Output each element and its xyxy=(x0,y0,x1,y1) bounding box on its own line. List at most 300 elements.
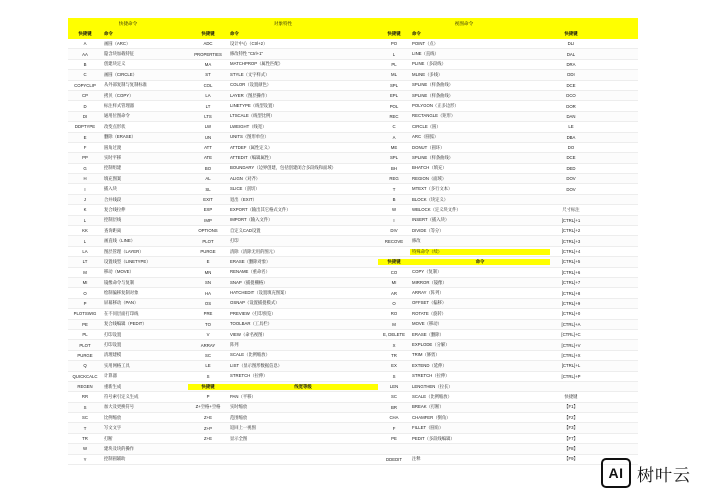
group-header-row xyxy=(68,18,638,29)
cell-n1: 重新生成 xyxy=(104,383,122,389)
cell-k2: EXP xyxy=(203,207,213,213)
cell-k4: 尺寸标注 xyxy=(562,206,580,212)
cell-k3: CHA xyxy=(389,415,399,421)
cell-n1: 删除（ERASE） xyxy=(104,134,136,140)
cell-k4: DAN xyxy=(566,113,576,119)
cell-n1: 控制组建 xyxy=(104,165,122,171)
table-row xyxy=(68,392,638,402)
cell-k4: DCE xyxy=(566,82,576,88)
cell-n2: PAN（平移） xyxy=(230,393,256,399)
table-row xyxy=(68,444,638,454)
cell-k2: SL xyxy=(205,186,211,192)
cell-n2: 设计中心（Ctrl+2） xyxy=(230,40,268,46)
cell-k1: PP xyxy=(82,155,88,161)
cell-n2: LAYER（图层操作） xyxy=(230,92,270,98)
cell-k1: PE xyxy=(82,321,88,327)
cell-k3: REG xyxy=(389,176,399,182)
cell-k1: I xyxy=(84,186,86,192)
cell-n1: 创建块定义 xyxy=(104,61,126,67)
cell-k1: L xyxy=(83,217,87,223)
cell-n1: 控制圆辅助 xyxy=(104,456,126,462)
cell-n3: EXPLODE（分解） xyxy=(412,342,450,348)
cell-k3: I xyxy=(393,217,395,223)
cell-k3: DIV xyxy=(390,228,398,234)
cell-k4: DED xyxy=(566,165,576,171)
cell-k2: Z+P xyxy=(204,425,212,431)
cell-k1: COPYCLIP xyxy=(74,82,96,88)
watermark-text: 树叶云 xyxy=(637,465,691,485)
cell-k2: COL xyxy=(203,82,213,88)
cell-k3: POL xyxy=(389,103,399,109)
cell-k1: Y xyxy=(83,456,87,462)
cell-k3: O xyxy=(392,300,396,306)
cell-n2: ERASE（删除对象） xyxy=(230,258,271,264)
cell-k1: PL xyxy=(82,332,88,338)
cell-k2: SC xyxy=(205,352,211,358)
cell-n1: 打断 xyxy=(104,435,113,441)
cell-n3: REGION（面域） xyxy=(412,175,447,181)
cell-k4: [CTRL]+7 xyxy=(561,280,581,286)
cell-n3: DONUT（圆环） xyxy=(412,144,445,150)
cell-n3: DIVIDE（等分） xyxy=(412,227,444,233)
table-row xyxy=(68,174,638,184)
cell-k2: OPTIONS xyxy=(198,228,218,234)
cell-n1: 复合线编辑（PEDIT） xyxy=(104,321,147,327)
cell-k1: T xyxy=(83,425,87,431)
col-header-cmd3: 命令 xyxy=(412,31,421,36)
cell-n1: 圆角过渡 xyxy=(104,144,122,150)
cell-k4: [CTRL]+3 xyxy=(561,238,581,244)
cell-k4: 【F2】 xyxy=(564,414,578,420)
cell-k1: F xyxy=(83,145,87,151)
cell-k2: LTS xyxy=(204,113,212,119)
cell-k2: PLOT xyxy=(202,238,214,244)
table-row xyxy=(68,205,638,215)
cell-n1: 实时平移 xyxy=(104,154,122,160)
cell-n2: OSNAP（设置捕捉模式） xyxy=(230,300,280,306)
cell-n2: 阵列 xyxy=(230,342,239,348)
cell-n3: 命令 xyxy=(410,259,550,265)
cell-k1: S xyxy=(83,404,87,410)
cell-k1: C xyxy=(83,72,87,78)
cell-k2: PRE xyxy=(203,311,213,317)
cell-k2: ST xyxy=(205,72,211,78)
table-row xyxy=(68,299,638,309)
cell-n2: 范围缩放 xyxy=(230,414,248,420)
cell-n1: 图层管理（LAYER） xyxy=(104,248,144,254)
table-row xyxy=(68,164,638,174)
cell-k1: KK xyxy=(82,228,88,234)
cell-k4: [CTRL]+2 xyxy=(561,228,581,234)
cell-k3: DDEDIT xyxy=(386,456,402,462)
cell-n2: COLOR（设置颜色） xyxy=(230,82,272,88)
cell-n1: 画直线（LINE） xyxy=(104,238,136,244)
cell-k2: Z+E xyxy=(204,415,212,421)
table-row xyxy=(68,81,638,91)
cell-n3: 注释 xyxy=(412,456,421,462)
cell-n3: 特殊命令（续） xyxy=(410,249,550,255)
cell-n1: 打印设置 xyxy=(104,342,122,348)
cell-n3: ARC（圆弧） xyxy=(412,134,439,140)
cell-k4: DOV xyxy=(566,186,576,192)
cell-k1: B xyxy=(83,61,87,67)
cell-n1: 写文文字 xyxy=(104,425,122,431)
cell-k2: LT xyxy=(205,103,211,109)
col-header-key1: 快捷键 xyxy=(78,31,92,36)
cell-n1: 加大及更换符号 xyxy=(104,404,135,410)
cell-k2: BO xyxy=(204,165,212,171)
cell-k2: Z+E xyxy=(204,436,212,442)
cell-n3: TRIM（修剪） xyxy=(412,352,440,358)
cell-k3: EPL xyxy=(389,93,399,99)
cell-k4: [CTRL]+4 xyxy=(561,249,581,254)
cell-n1: 比例缩放 xyxy=(104,414,122,420)
cell-n1: 改变点形状 xyxy=(104,123,126,129)
cell-k3: E, DELETE xyxy=(383,332,405,338)
cell-n2: LINETYPE（线型设置） xyxy=(230,103,277,109)
cell-n1: 清理建模 xyxy=(104,352,122,358)
table-row xyxy=(68,184,638,194)
cell-n2: 线宽等级 xyxy=(228,384,378,390)
cell-k2: SN xyxy=(205,280,211,286)
cell-n3: OFFSET（偏移） xyxy=(412,300,447,306)
cell-k1: SC xyxy=(82,415,88,421)
table-row xyxy=(68,122,638,132)
cell-k3: PL xyxy=(391,61,397,67)
cell-n2: STYLE（文字样式） xyxy=(230,71,270,77)
table-row xyxy=(68,195,638,205)
cell-n1: 绘制偏移复制对象 xyxy=(104,290,139,296)
cell-k4: DAL xyxy=(566,51,576,57)
cell-n1: 实用网格工具 xyxy=(104,362,130,368)
cell-n3: FILLET（圆角） xyxy=(412,425,444,431)
col-header-key4: 快捷键 xyxy=(564,31,578,36)
cell-k4: [CTRL]+0 xyxy=(561,311,581,317)
cell-k4: DOR xyxy=(566,103,576,109)
cell-k3: S xyxy=(392,373,396,379)
cell-n1: 拷贝（COPY） xyxy=(104,92,134,98)
cell-k3: SPL xyxy=(389,155,399,161)
cell-k1: PLOT xyxy=(79,342,91,348)
cell-k2: LA xyxy=(205,93,211,99)
table-row xyxy=(68,351,638,361)
cell-k4: [CTRL]+V xyxy=(561,342,581,348)
cell-n1: 屏幕移动（PAN） xyxy=(104,300,139,306)
cell-n3: MTEXT（多行文本） xyxy=(412,186,453,192)
cell-k4: [CTRL]+1 xyxy=(561,217,581,223)
table-row xyxy=(68,133,638,143)
watermark-badge: AI xyxy=(601,458,631,488)
cell-k1: P xyxy=(83,300,87,306)
cell-k4: [CTRL]+9 xyxy=(561,300,581,306)
cell-k3: T xyxy=(392,186,396,192)
table-row xyxy=(68,403,638,413)
cell-k1: AA xyxy=(82,51,88,57)
table-body xyxy=(68,39,638,465)
table-row xyxy=(68,70,638,80)
cell-k4: DO xyxy=(567,145,575,151)
cell-k4: 【F7】 xyxy=(564,435,578,441)
cell-n2: 显示全图 xyxy=(230,435,248,441)
cell-n3: CHAMFER（倒角） xyxy=(412,414,451,420)
table-row xyxy=(68,257,638,267)
table-row xyxy=(68,434,638,444)
cell-n3: SPLINE（样条曲线） xyxy=(412,154,454,160)
cell-k2: TO xyxy=(205,321,211,327)
cell-n2: RENAME（重命名） xyxy=(230,269,270,275)
table-row xyxy=(68,226,638,236)
cell-n3: ARRAY（阵列） xyxy=(412,290,444,296)
cell-k3: X xyxy=(392,342,396,348)
cell-n3: INSERT（插入块） xyxy=(412,217,450,223)
table-row xyxy=(68,361,638,371)
cell-k1: O xyxy=(83,290,87,296)
cell-k3: PE xyxy=(391,436,397,442)
cell-n2: ATTEDIT（编辑属性） xyxy=(230,154,274,160)
cell-n3: PLINE（多段线） xyxy=(412,61,446,67)
cell-k4: [CTRL]+C xyxy=(561,332,581,338)
cell-k2: IMP xyxy=(204,217,212,223)
cell-k2: 快捷键 xyxy=(188,384,228,390)
table-row xyxy=(68,278,638,288)
cell-n2: SCALE（比例缩放） xyxy=(230,352,270,358)
cell-k2: HA xyxy=(205,290,211,296)
cell-n1: 画圆（CIRCLE） xyxy=(104,71,137,77)
cell-n3: MLINE（多线） xyxy=(412,71,443,77)
cell-k2: AL xyxy=(205,176,211,182)
cell-n3: ROTATE（旋转） xyxy=(412,310,446,316)
cell-k3: SPL xyxy=(389,82,399,88)
cell-k2: LW xyxy=(204,124,212,130)
cell-k1: E xyxy=(83,134,87,140)
cell-n3: LINE（直线） xyxy=(412,51,439,57)
cell-k1: PURGE xyxy=(77,352,93,358)
cell-n2: IMPORT（输入文件） xyxy=(230,217,273,223)
cell-k4: 【F1】 xyxy=(564,404,578,410)
cell-n2: 返回上一视图 xyxy=(230,425,256,431)
cell-n1: 计算器 xyxy=(104,373,117,379)
cell-n3: ERASE（删除） xyxy=(412,331,444,337)
cell-k4: DCO xyxy=(566,93,576,99)
table-row xyxy=(68,91,638,101)
cell-n3: 修改 xyxy=(412,238,421,244)
table-row xyxy=(68,340,638,350)
table-row xyxy=(68,216,638,226)
cell-n3: SPLINE（样条曲线） xyxy=(412,82,454,88)
cell-n3: PEDIT（多段线编辑） xyxy=(412,435,455,441)
cell-k4: 【F9】 xyxy=(564,456,578,462)
cell-n2: MATCHPROP（属性匹配） xyxy=(230,61,283,67)
table-row xyxy=(68,455,638,465)
cell-k2: ADC xyxy=(203,41,213,47)
cell-k1: LA xyxy=(82,249,88,254)
cell-k2: ARRAY xyxy=(200,342,216,348)
table-row xyxy=(68,372,638,382)
table-row xyxy=(68,413,638,423)
cell-k3: MI xyxy=(391,280,397,286)
cell-n3: MOVE（移动） xyxy=(412,321,442,327)
cell-n2: 自定义CAD设置 xyxy=(230,227,261,233)
cell-k3: AR xyxy=(391,290,397,296)
cell-n3: BHATCH（填充） xyxy=(412,165,447,171)
cell-n1: 打印设置 xyxy=(104,331,122,337)
cell-k2: ATE xyxy=(203,155,213,161)
cell-n2: EXPORT（输出其它格式文件） xyxy=(230,206,291,212)
table-row xyxy=(68,39,638,49)
table-row xyxy=(68,143,638,153)
cell-k3: L xyxy=(392,51,396,57)
cell-k3: 快捷键 xyxy=(378,259,410,265)
cell-n1: 符号索引定义生成 xyxy=(104,393,139,399)
cell-k1: M xyxy=(83,269,87,275)
cell-n2: TOOLBAR（工具栏） xyxy=(230,321,272,327)
col-header-cmd1: 命令 xyxy=(104,31,113,36)
cell-n1: 复合线拉伸 xyxy=(104,206,126,212)
cell-k3: LEN xyxy=(389,384,399,390)
cell-n1: 移动（MOVE） xyxy=(104,269,134,275)
cell-n2: 修改特性 "Ctrl+1" xyxy=(230,51,264,57)
cell-k4: DCE xyxy=(566,155,576,161)
cell-k3: TR xyxy=(391,352,397,358)
cell-k4: [CTRL]+L xyxy=(561,363,581,369)
cell-k3: PO xyxy=(390,41,398,47)
cell-k2: V xyxy=(206,332,210,338)
cell-k4: DBA xyxy=(566,134,576,140)
cell-k4: [CTRL]+6 xyxy=(561,269,581,275)
cell-k3: EX xyxy=(391,363,397,369)
table-row xyxy=(68,382,638,392)
cell-k1: L xyxy=(83,238,87,244)
cell-k3: C xyxy=(392,124,396,130)
cell-k3: ML xyxy=(391,72,397,78)
cell-k2: PURGE xyxy=(200,249,216,254)
cell-k3: BH xyxy=(391,165,397,171)
cell-k1: DDPTYPE xyxy=(74,124,96,130)
cell-n1: 建块及块的操作 xyxy=(104,445,135,451)
cell-n2: 退出（EXIT） xyxy=(230,196,257,202)
cell-k1: REGEN xyxy=(77,384,93,390)
cell-n3: STRETCH（拉伸） xyxy=(412,373,450,379)
cell-k2: S xyxy=(206,373,210,379)
cell-n2: SNAP（捕捉栅格） xyxy=(230,279,268,285)
table-row xyxy=(68,112,638,122)
cell-k3: A xyxy=(392,134,396,140)
cell-n3: COPY（复制） xyxy=(412,269,442,275)
cell-n2: VIEW（命名视图） xyxy=(230,331,267,337)
cell-k3: BR xyxy=(391,404,397,410)
cell-k4: [CTRL]+8 xyxy=(561,290,581,296)
cell-k1: PLOTSWIG xyxy=(73,311,97,317)
cell-n2: LIST（显示图形数据信息） xyxy=(230,362,283,368)
cell-n3: BLOCK（块定义） xyxy=(412,196,449,202)
cell-k2: EXIT xyxy=(203,197,213,203)
cell-k3: SC xyxy=(391,394,397,400)
cell-k1: D xyxy=(83,103,87,109)
cell-n1: 合并线段 xyxy=(104,196,122,202)
cell-n1: 设置线型（LINETYPE） xyxy=(104,258,151,264)
cell-k3: M xyxy=(392,321,396,327)
cell-n2: ATTDEF（属性定义） xyxy=(230,144,273,150)
cell-k1: RR xyxy=(81,394,89,400)
cell-k1: CP xyxy=(82,93,88,99)
table-row xyxy=(68,320,638,330)
column-header-row xyxy=(68,29,638,39)
cell-n3: EXTEND（延伸） xyxy=(412,362,447,368)
cell-k3: F xyxy=(392,425,396,431)
cell-k4: LE xyxy=(568,124,574,130)
cell-k2: Z+空格+空格 xyxy=(195,404,221,410)
cell-n2: LTSCALE（线型比例） xyxy=(230,113,275,119)
cell-k3: REC xyxy=(389,113,399,119)
cell-k1: TR xyxy=(82,436,88,442)
cell-k3: RECOVE xyxy=(384,238,404,244)
cell-k1: DI xyxy=(82,113,88,119)
cell-n1: 镜像命令与复制 xyxy=(104,279,135,285)
table-row xyxy=(68,60,638,70)
cell-n2: 清除（清除无用的图元） xyxy=(230,248,278,254)
spreadsheet xyxy=(68,18,638,470)
cell-n3: RECTANGLE（矩形） xyxy=(412,113,456,119)
table-row xyxy=(68,49,638,59)
cell-n2: LWEIGHT（线宽） xyxy=(230,123,267,129)
cell-k2: PROPERTIES xyxy=(194,51,222,57)
cell-k3: W xyxy=(391,207,397,213)
cell-k1: LT xyxy=(82,259,88,265)
cell-n2: SLICE（剖切） xyxy=(230,186,260,192)
table-row xyxy=(68,288,638,298)
cell-k1: H xyxy=(83,176,87,182)
cell-n1: 在不同层面打印线 xyxy=(104,310,139,316)
cell-k2: UN xyxy=(204,134,212,140)
cell-n1: 画圆（ARC） xyxy=(104,40,131,46)
cell-n3: MIRROR（镜像） xyxy=(412,279,447,285)
cell-n3: WBLOCK（定义块文件） xyxy=(412,206,461,212)
cell-n2: UNITS（图形单位） xyxy=(230,134,269,140)
cell-n3: POINT（点） xyxy=(412,40,439,46)
cell-k4: [CTRL]+P xyxy=(561,373,581,379)
cell-k2: LE xyxy=(205,363,211,369)
cell-n1: 控制层线 xyxy=(104,217,122,223)
cell-k1: K xyxy=(83,207,87,213)
group-header-0: 快捷命令 xyxy=(118,20,138,26)
col-header-cmd2: 命令 xyxy=(230,31,239,36)
cell-k3: CO xyxy=(390,269,398,275)
table-row xyxy=(68,423,638,433)
cell-n1: 插入块 xyxy=(104,186,117,192)
table-row xyxy=(68,268,638,278)
cell-k1: J xyxy=(83,197,87,203)
cell-n1: 从外部复制与复制标准 xyxy=(104,82,147,88)
cell-k2: MA xyxy=(204,61,212,67)
cell-n2: 实时缩放 xyxy=(230,404,248,410)
cell-k4: [CTRL]+A xyxy=(561,321,581,327)
cell-n2: 打印 xyxy=(230,238,239,244)
cell-n3: CIRCLE（圆） xyxy=(412,123,441,129)
cell-k1: G xyxy=(83,165,87,171)
cell-k4: DRA xyxy=(566,61,576,67)
cell-n1: 填充图案 xyxy=(104,175,122,181)
cell-k3: RO xyxy=(390,311,398,317)
group-header-1: 对象特性 xyxy=(273,20,293,26)
table-row xyxy=(68,101,638,111)
cell-n3: POLYGON（正多边形） xyxy=(412,103,459,109)
group-header-2: 视图命令 xyxy=(454,20,474,26)
table-row xyxy=(68,330,638,340)
cell-k4: [CTRL]+5 xyxy=(561,259,581,265)
cell-k4: DLI xyxy=(567,41,575,47)
cell-n1: 查询距离 xyxy=(104,227,122,233)
cell-k4: DOV xyxy=(566,176,576,182)
